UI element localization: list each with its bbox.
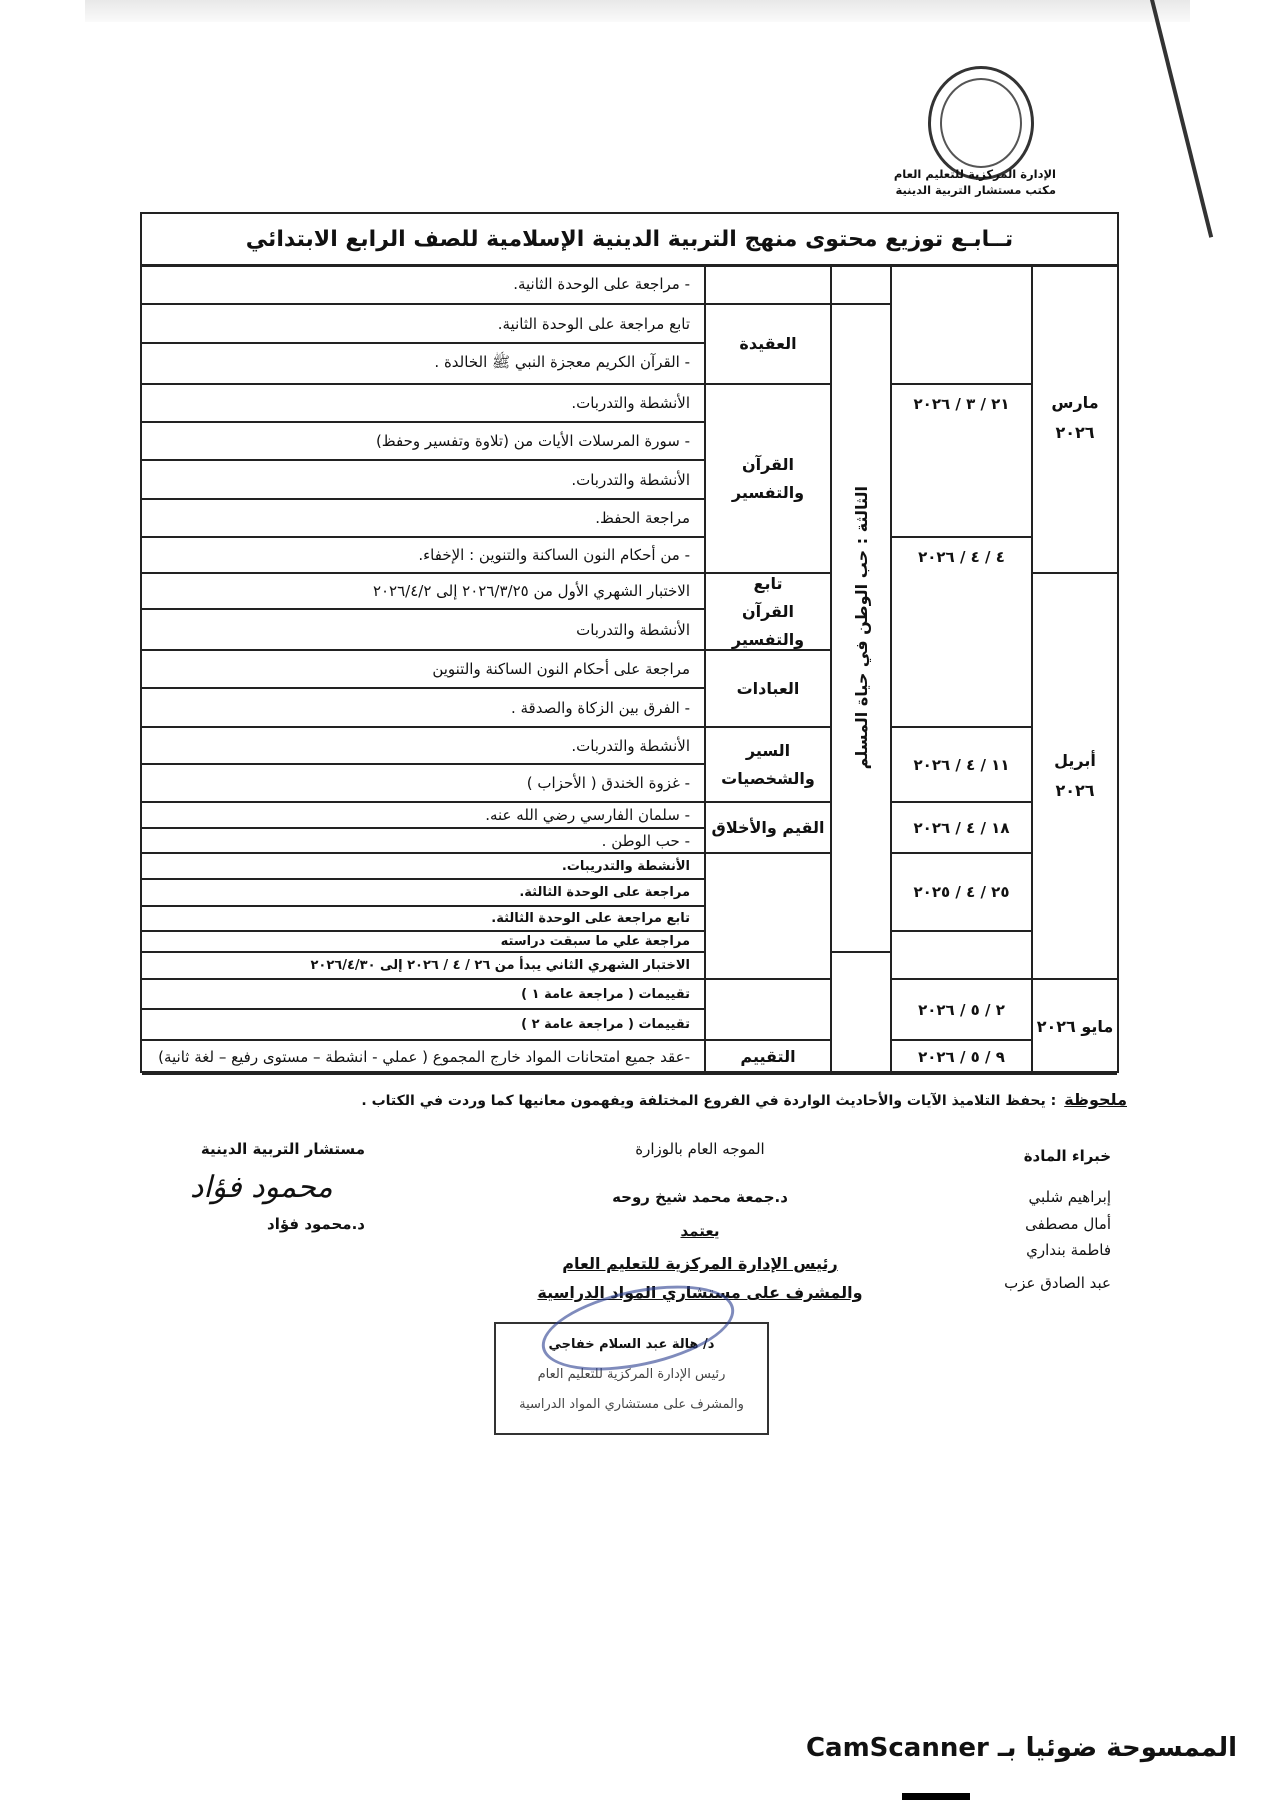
note-label: ملحوظة <box>1064 1090 1127 1109</box>
note <box>361 1090 1127 1109</box>
table-title: تــابـع توزيع محتوى منهج التربية الدينية الإسلامية للصف الرابع الابتدائي <box>142 214 1117 267</box>
stamp-line: رئيس الإدارة المركزية للتعليم العام <box>537 1367 726 1382</box>
content-row: تقييمات ( مراجعة عامة ٢ ) <box>142 1010 704 1041</box>
date-cell: ١٨ / ٤ / ٢٠٢٦ <box>890 803 1031 854</box>
advisor-name: د.محمود فؤاد <box>267 1215 365 1233</box>
unit-title: الثالثة : حب الوطن في حياة المسلم <box>851 486 871 770</box>
content-row: الاختبار الشهري الأول من ٢٠٢٦/٣/٢٥ إلى ٢٠٢٦/٤/٢ <box>142 574 704 610</box>
advisor-title: مستشار التربية الدينية <box>200 1140 365 1158</box>
approve-label: يعتمد <box>680 1222 720 1240</box>
date-cell: ٢١ / ٣ / ٢٠٢٦ <box>890 385 1031 538</box>
unit-cell-empty <box>830 264 890 305</box>
branch-cell-empty <box>704 854 830 980</box>
content-row: - غزوة الخندق ( الأحزاب ) <box>142 765 704 803</box>
month-cell: أبريل ٢٠٢٦ <box>1031 574 1117 980</box>
content-row: تقييمات ( مراجعة عامة ١ ) <box>142 980 704 1010</box>
branch-cell-empty <box>704 980 830 1041</box>
branch-cell: العقيدة <box>704 305 830 385</box>
content-row: مراجعة على أحكام النون الساكنة والتنوين <box>142 651 704 689</box>
date-cell-empty <box>890 264 1031 385</box>
content-row: -عقد جميع امتحانات المواد خارج المجموع ( عملي - انشطة – مستوى رفيع – لغة ثانية) <box>142 1041 704 1075</box>
head-title-2: والمشرف على مستشاري المواد الدراسية <box>537 1283 863 1302</box>
content-row: الأنشطة والتدربات <box>142 610 704 651</box>
supervisor-name: د.جمعة محمد شيخ روحه <box>612 1188 788 1206</box>
content-row: - القرآن الكريم معجزة النبي ﷺ الخالدة . <box>142 344 704 385</box>
content-row: الأنشطة والتدربات. <box>142 728 704 765</box>
content-row: - من أحكام النون الساكنة والتنوين : الإخفاء. <box>142 538 704 574</box>
branch-cell: تابع القرآن والتفسير <box>704 574 830 651</box>
paper-edge <box>1150 0 1213 238</box>
camscanner-watermark: الممسوحة ضوئيا بـ CamScanner <box>805 1733 1237 1763</box>
branch-cell: القيم والأخلاق <box>704 803 830 854</box>
experts-title: خبراء المادة <box>1023 1147 1111 1165</box>
black-bar <box>902 1793 970 1800</box>
stamp-line: والمشرف على مستشاري المواد الدراسية <box>519 1397 744 1412</box>
content-row: - سورة المرسلات الأيات من (تلاوة وتفسير وحفظ) <box>142 423 704 461</box>
date-cell: ١١ / ٤ / ٢٠٢٦ <box>890 728 1031 803</box>
date-cell: ٤ / ٤ / ٢٠٢٦ <box>890 538 1031 728</box>
expert-name: إبراهيم شلبي <box>1028 1188 1111 1206</box>
content-row: الاختبار الشهري الثاني يبدأ من ٢٦ / ٤ / ٢٠٢٦ إلى ٢٠٢٦/٤/٣٠ <box>142 953 704 980</box>
expert-name: فاطمة بنداري <box>1026 1241 1111 1259</box>
supervisor-block <box>500 1140 900 1302</box>
content-row: - الفرق بين الزكاة والصدقة . <box>142 689 704 728</box>
month-cell: مارس ٢٠٢٦ <box>1031 264 1117 574</box>
org-line-2: مكتب مستشار التربية الدينية <box>895 183 1056 197</box>
branch-cell: القرآن والتفسير <box>704 385 830 574</box>
unit-cell-empty <box>830 953 890 1075</box>
stamp-line: د/ هالة عبد السلام خفاجي <box>548 1337 715 1352</box>
scan-top-band <box>85 0 1190 22</box>
advisor-block <box>201 1140 365 1158</box>
branch-cell: السير والشخصيات <box>704 728 830 803</box>
date-cell: ٢٥ / ٤ / ٢٠٢٥ <box>890 854 1031 932</box>
branch-cell: التقييم <box>704 1041 830 1075</box>
table-grid <box>142 264 1117 1075</box>
date-cell-empty <box>890 932 1031 980</box>
supervisor-title: الموجه العام بالوزارة <box>635 1140 765 1158</box>
content-row: - حب الوطن . <box>142 829 704 854</box>
ministry-logo <box>928 66 1034 180</box>
content-row: الأنشطة والتدريبات. <box>142 854 704 880</box>
logo-emblem <box>940 78 1022 168</box>
content-row: تابع مراجعة على الوحدة الثانية. <box>142 305 704 344</box>
branch-cell-empty <box>704 264 830 305</box>
expert-name: أمال مصطفى <box>1025 1215 1111 1233</box>
content-row: الأنشطة والتدربات. <box>142 461 704 500</box>
date-cell: ٩ / ٥ / ٢٠٢٦ <box>890 1041 1031 1075</box>
content-row: مراجعة علي ما سبقت دراسته <box>142 932 704 953</box>
expert-name: عبد الصادق عزب <box>1004 1274 1111 1292</box>
content-row: تابع مراجعة على الوحدة الثالثة. <box>142 907 704 932</box>
content-row: - مراجعة على الوحدة الثانية. <box>142 264 704 305</box>
advisor-handwritten-signature: محمود فؤاد <box>190 1170 333 1205</box>
note-text: : يحفظ التلاميذ الآيات والأحاديث الواردة في الفروع المختلفة ويفهمون معانيها كما وردت في الكتاب . <box>361 1093 1057 1109</box>
experts-block <box>1004 1140 1111 1300</box>
month-cell: مايو ٢٠٢٦ <box>1031 980 1117 1075</box>
content-row: مراجعة على الوحدة الثالثة. <box>142 880 704 907</box>
branch-cell: العبادات <box>704 651 830 728</box>
org-header <box>894 166 1056 198</box>
unit-cell <box>830 305 890 953</box>
head-title-1: رئيس الإدارة المركزية للتعليم العام <box>562 1254 838 1273</box>
content-row: - سلمان الفارسي رضي الله عنه. <box>142 803 704 829</box>
content-row: الأنشطة والتدربات. <box>142 385 704 423</box>
content-row: مراجعة الحفظ. <box>142 500 704 538</box>
curriculum-table <box>140 212 1119 1073</box>
date-cell: ٢ / ٥ / ٢٠٢٦ <box>890 980 1031 1041</box>
org-line-1: الإدارة المركزية للتعليم العام <box>893 167 1056 181</box>
